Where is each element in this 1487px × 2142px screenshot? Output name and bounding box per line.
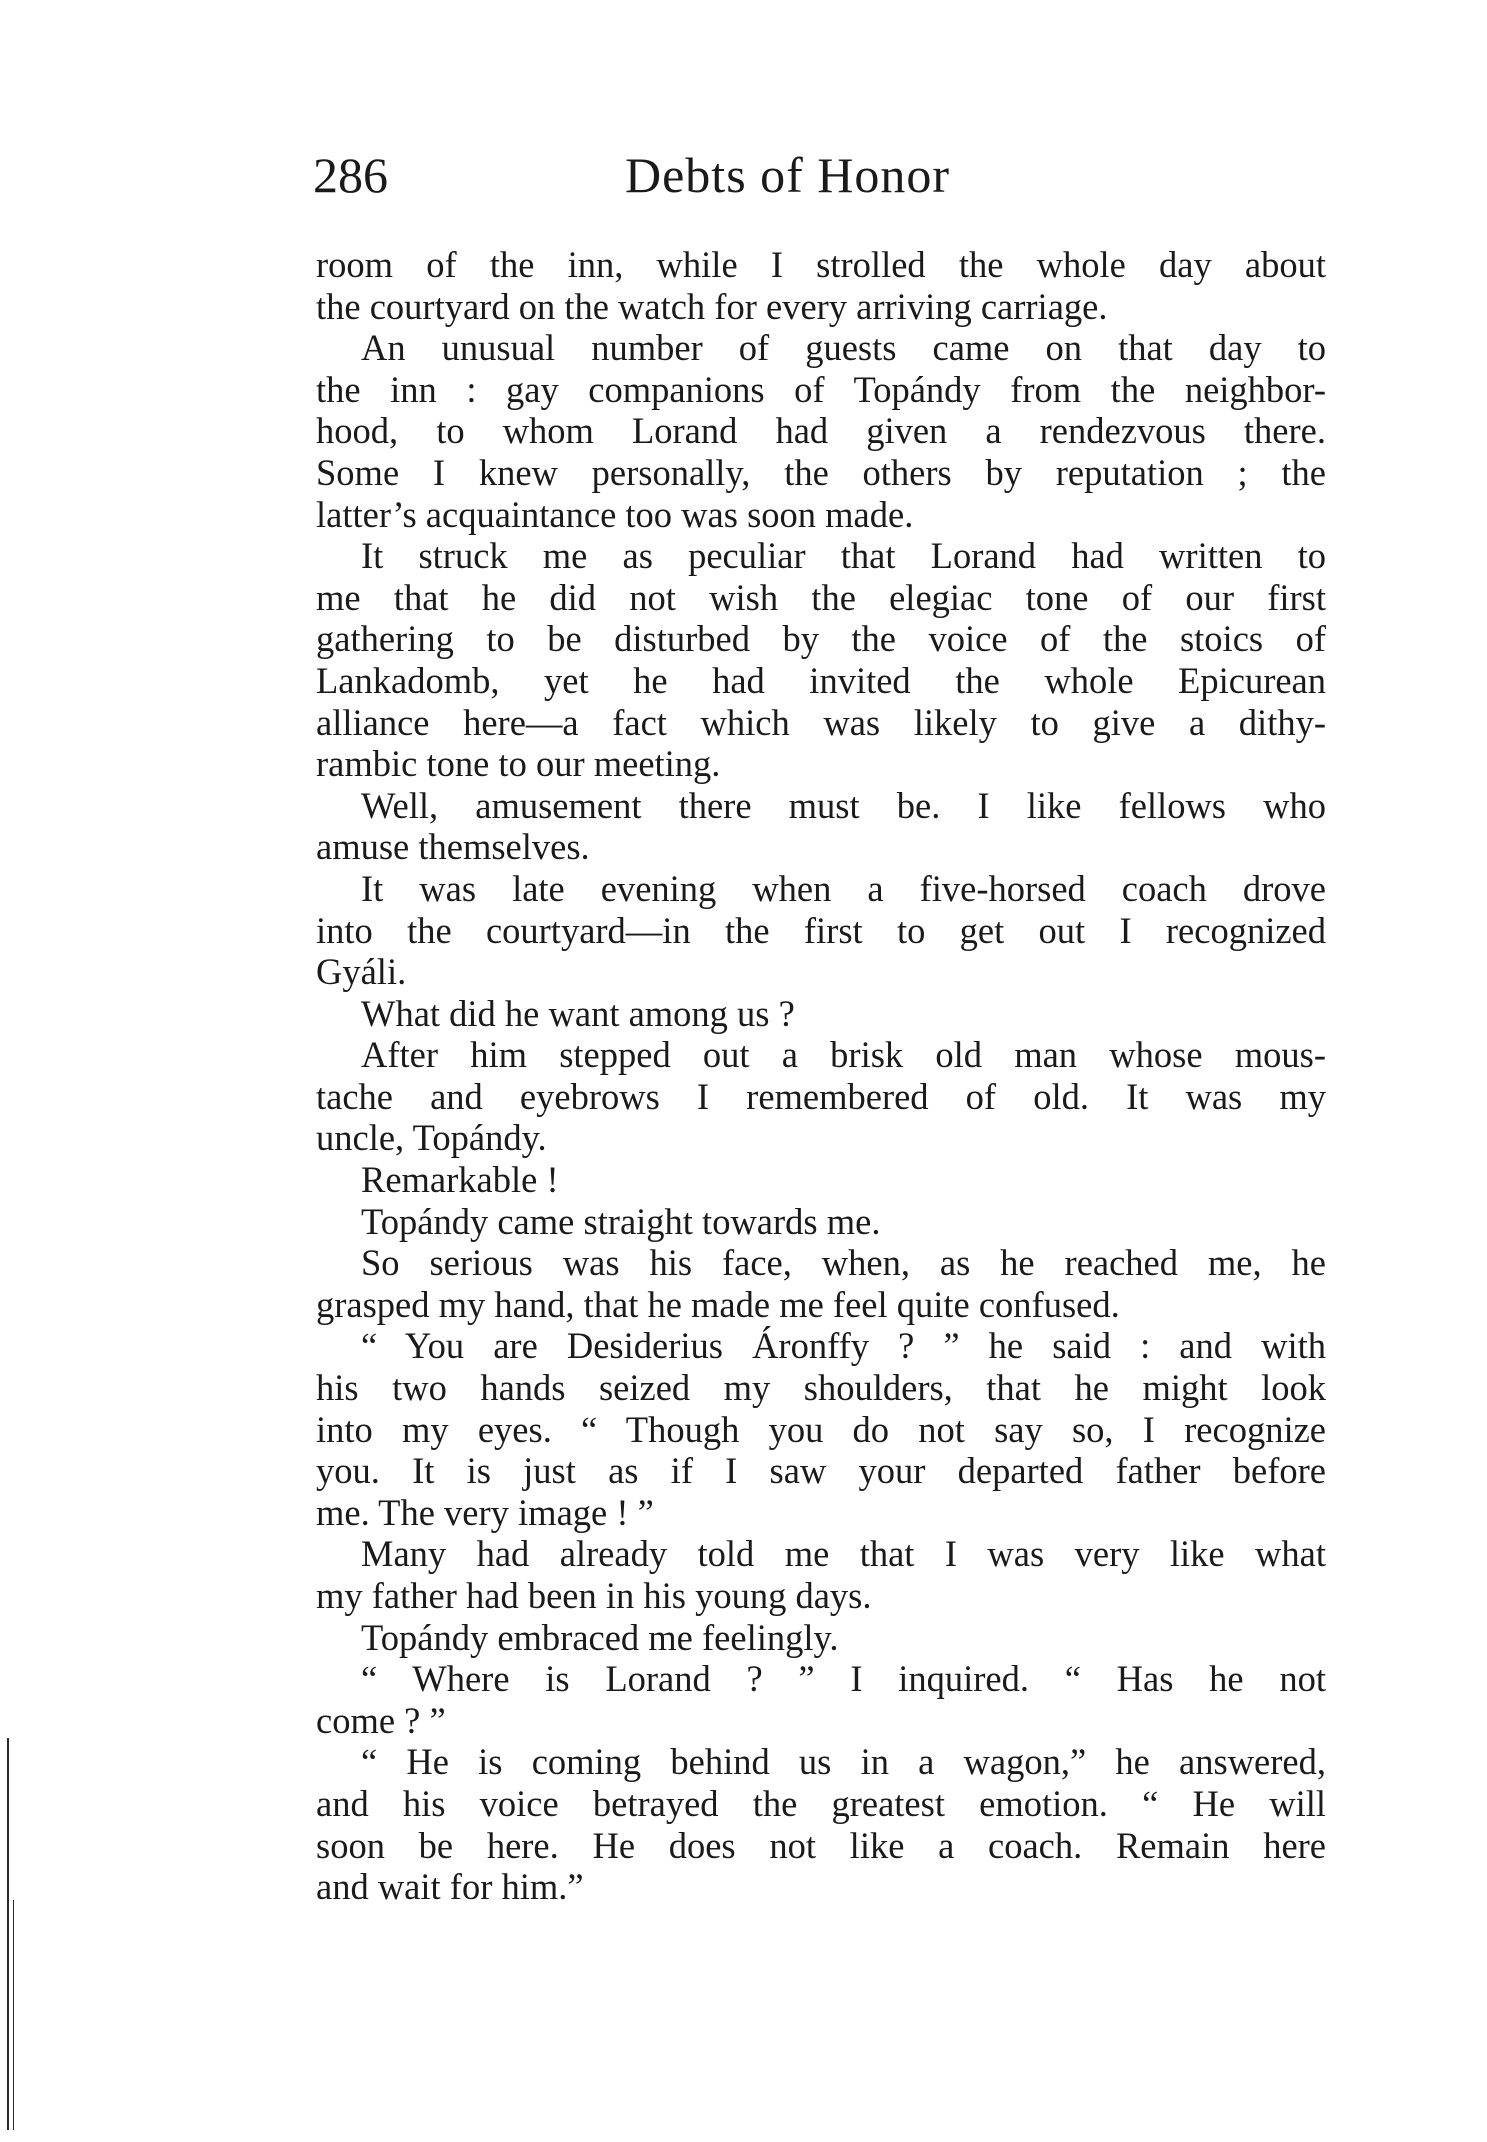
text-line: “ Where is Lorand ? ” I inquired. “ Has he not	[361, 1658, 1326, 1700]
text-line: latter’s acquaintance too was soon made.	[316, 493, 914, 535]
text-line: An unusual number of guests came on that day to	[361, 327, 1326, 369]
text-line: come ? ”	[316, 1699, 446, 1741]
text-line: and wait for him.”	[316, 1866, 584, 1908]
text-line: After him stepped out a brisk old man whose mous-	[361, 1034, 1326, 1076]
page-number: 286	[313, 147, 388, 203]
text-line: me that he did not wish the elegiac tone of our first	[316, 576, 1326, 618]
text-line: into my eyes. “ Though you do not say so, I recognize	[316, 1408, 1326, 1450]
binding-edge-line	[7, 1738, 9, 2130]
text-line: Topándy embraced me feelingly.	[361, 1616, 839, 1658]
text-line: Topándy came straight towards me.	[361, 1200, 881, 1242]
text-line: me. The very image ! ”	[316, 1491, 654, 1533]
text-line: “ He is coming behind us in a wagon,” he answered,	[361, 1741, 1326, 1783]
text-line: gathering to be disturbed by the voice of the stoics of	[316, 618, 1326, 660]
text-line: rambic tone to our meeting.	[316, 743, 721, 785]
text-line: grasped my hand, that he made me feel quite confused.	[316, 1283, 1120, 1325]
text-line: Lankadomb, yet he had invited the whole Epicurean	[316, 659, 1326, 701]
text-line: you. It is just as if I saw your departed father before	[316, 1450, 1326, 1492]
text-line: uncle, Topándy.	[316, 1117, 547, 1159]
page-header	[313, 140, 1323, 210]
text-line: So serious was his face, when, as he reached me, he	[361, 1242, 1326, 1284]
text-line: into the courtyard—in the first to get out I recognized	[316, 909, 1326, 951]
text-line: What did he want among us ?	[361, 992, 795, 1034]
text-line: Some I knew personally, the others by reputation ; the	[316, 451, 1326, 493]
text-line: room of the inn, while I strolled the whole day about	[316, 244, 1326, 285]
text-line: Many had already told me that I was very like what	[361, 1533, 1326, 1575]
text-line: Gyáli.	[316, 951, 407, 993]
text-line: alliance here—a fact which was likely to give a dithy-	[316, 701, 1326, 743]
text-line: It was late evening when a five-horsed coach drove	[361, 867, 1326, 909]
text-line: hood, to whom Lorand had given a rendezvous there.	[316, 410, 1326, 452]
text-line: the courtyard on the watch for every arriving carriage.	[316, 285, 1108, 327]
binding-edge-line	[13, 1900, 14, 2130]
text-line: his two hands seized my shoulders, that he might look	[316, 1367, 1326, 1409]
running-title: Debts of Honor	[625, 147, 951, 203]
text-line: my father had been in his young days.	[316, 1575, 872, 1616]
text-line: Well, amusement there must be. I like fellows who	[361, 784, 1326, 826]
text-line: and his voice betrayed the greatest emotion. “ He will	[316, 1782, 1326, 1824]
text-line: amuse themselves.	[316, 826, 590, 868]
text-line: soon be here. He does not like a coach. Remain here	[316, 1824, 1326, 1866]
text-line: Remarkable !	[361, 1159, 559, 1201]
text-line: tache and eyebrows I remembered of old. It was my	[316, 1075, 1326, 1117]
text-line: the inn : gay companions of Topándy from the neighbor-	[316, 368, 1326, 410]
text-line: It struck me as peculiar that Lorand had written to	[361, 535, 1326, 577]
body-text	[316, 244, 1326, 1908]
text-line: “ You are Desiderius Áronffy ? ” he said : and with	[361, 1325, 1326, 1367]
